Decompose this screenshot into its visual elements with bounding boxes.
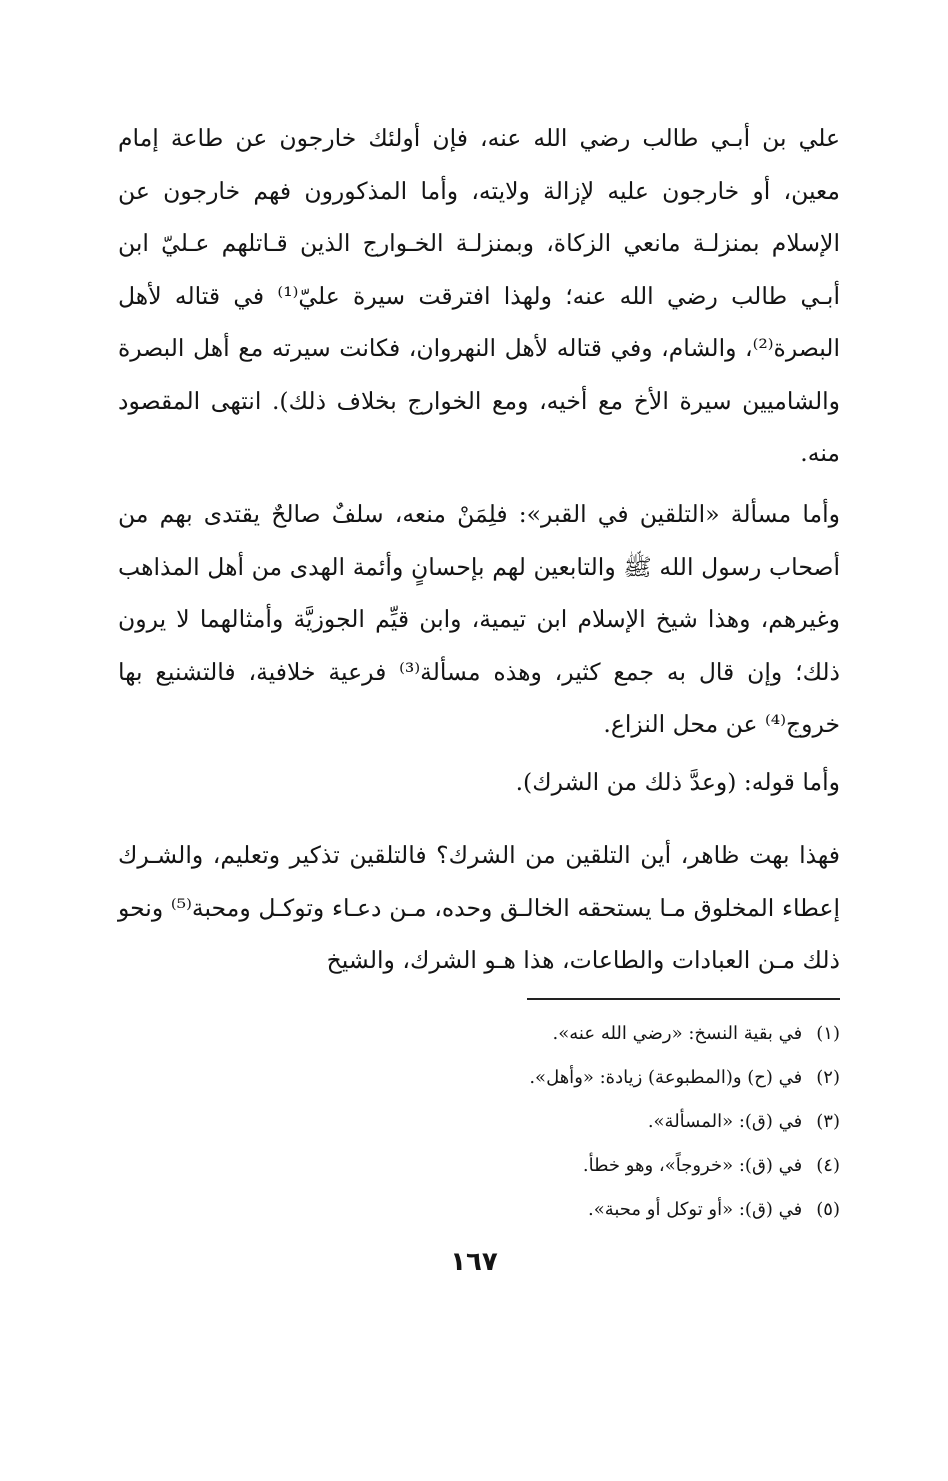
footnote-3 <box>300 1100 840 1144</box>
footnote-text: في بقية النسخ: «رضي الله عنه». <box>552 1023 803 1044</box>
paragraph-1: علي بن أبـي طالب رضي الله عنه، فإن أولئك خارجون عن طاعة إمام معين، أو خارجون عليه لإزالة ولايته، وأما المذكورون فهم خارجون عن الإسلام بمنزلـة مانعي الزكاة، وبمنزلـة الخـوارج الذين قـاتلهم عـليّ ابن أبـي طالب رضي الله عنه؛ ولهذا افترقت سيرة عليّ⁽¹⁾ في قتاله لأهل البصرة⁽²⁾، والشام، وفي قتاله لأهل النهروان، فكانت سيرته مع أهل البصرة والشاميين سيرة الأخ مع أخيه، ومع الخوارج بخلاف ذلك). انتهى المقصود منه. <box>118 124 840 467</box>
paragraph-2: وأما مسألة «التلقين في القبر»: فلِمَنْ منعه، سلفٌ صالحٌ يقتدى بهم من أصحاب رسول الله ﷺ والتابعين لهم بإحسانٍ وأئمة الهدى من أهل المذاهب وغيرهم، وهذا شيخ الإسلام ابن تيمية، وابن قيِّم الجوزيَّة وأمثالهما لا يرون ذلك؛ وإن قال به جمع كثير، وهذه مسألة⁽³⁾ فرعية خلافية، فالتشنيع بها خروج⁽⁴⁾ عن محل النزاع. <box>118 500 840 738</box>
footnote-text: في (ح) و(المطبوعة) زيادة: «وأهل». <box>529 1067 803 1088</box>
footnote-divider <box>527 998 840 1000</box>
footnote-number: (٤) <box>816 1155 840 1176</box>
footnote-number: (١) <box>816 1023 840 1044</box>
page-number: ١٦٧ <box>450 1247 498 1277</box>
footnotes <box>300 1012 840 1232</box>
footnote-number: (٢) <box>816 1067 840 1088</box>
footnote-text: في (ق): «أو توكل أو محبة». <box>587 1199 803 1220</box>
footnote-text: في (ق): «المسألة». <box>647 1111 803 1132</box>
footnote-5 <box>300 1188 840 1232</box>
footnote-text: في (ق): «خروجاً»، وهو خطأ. <box>582 1155 803 1176</box>
footnote-number: (٣) <box>816 1111 840 1132</box>
footnote-number: (٥) <box>816 1199 840 1220</box>
paragraph-4: فهذا بهت ظاهر، أين التلقين من الشرك؟ فالتلقين تذكير وتعليم، والشـرك إعطاء المخلوق مـا يستحقه الخالـق وحده، مـن دعـاء وتوكـل ومحبة⁽⁵⁾ ونحو ذلك مـن العبادات والطاعات، هذا هـو الشرك، والشيخ <box>118 841 840 974</box>
footnote-2 <box>300 1056 840 1100</box>
paragraph-3: وأما قوله: (وعدَّ ذلك من الشرك). <box>515 768 840 796</box>
footnote-4 <box>300 1144 840 1188</box>
footnote-1 <box>300 1012 840 1056</box>
